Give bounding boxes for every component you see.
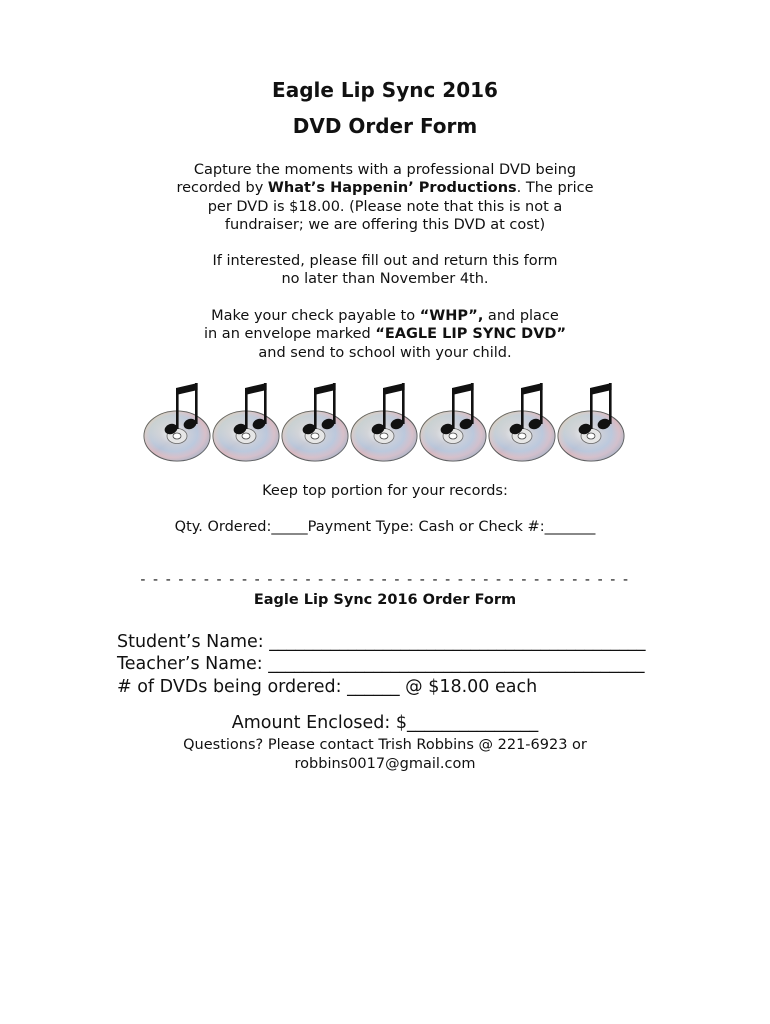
qty-payment-line: Qty. Ordered:_____Payment Type: Cash or Check #:_______ bbox=[174, 519, 596, 535]
intro-paragraph bbox=[0, 161, 770, 234]
deadline-paragraph bbox=[0, 252, 770, 289]
music-note-disc-icon bbox=[419, 380, 488, 464]
payment-text: Make your check payable to bbox=[211, 308, 420, 324]
music-note-disc-icon bbox=[557, 380, 626, 464]
company-name: What’s Happenin’ Productions bbox=[267, 180, 517, 197]
order-form-title: Eagle Lip Sync 2016 Order Form bbox=[253, 592, 517, 608]
page-title: Eagle Lip Sync 2016 bbox=[272, 78, 498, 102]
contact-info bbox=[0, 736, 770, 773]
intro-line: Capture the moments with a professional DVD being bbox=[193, 162, 577, 178]
deadline-line: no later than November 4th. bbox=[281, 271, 489, 288]
intro-line: per DVD is $18.00. (Please note that this is not a bbox=[207, 198, 563, 215]
teacher-name-field: Teacher’s Name: ___________________________________________ bbox=[117, 654, 645, 675]
deadline-line: If interested, please fill out and return this form bbox=[212, 253, 558, 269]
order-fields bbox=[117, 631, 645, 698]
amount-enclosed-field: Amount Enclosed: $_______________ bbox=[231, 713, 539, 733]
payment-line bbox=[0, 325, 770, 343]
payee-name: “WHP”, bbox=[419, 308, 484, 324]
cut-line: - - - - - - - - - - - - - - - - - - - - - - - - - - - - - - - - - - - - - - - bbox=[140, 572, 630, 588]
music-note-disc-icon bbox=[143, 380, 212, 464]
music-note-disc-icon bbox=[281, 380, 350, 464]
envelope-label: “EAGLE LIP SYNC DVD” bbox=[375, 326, 566, 343]
payment-line bbox=[0, 307, 770, 325]
payment-text: in an envelope marked bbox=[203, 326, 376, 343]
music-note-disc-icon bbox=[350, 380, 419, 464]
dvd-count-field: # of DVDs being ordered: ______ @ $18.00 each bbox=[117, 676, 538, 697]
music-disc-row bbox=[143, 380, 628, 464]
intro-text: . The price bbox=[516, 180, 594, 197]
page-subtitle: DVD Order Form bbox=[292, 114, 478, 138]
payment-line: and send to school with your child. bbox=[258, 344, 512, 361]
student-name-field: Student’s Name: ___________________________________________ bbox=[117, 632, 646, 652]
contact-email: robbins0017@gmail.com bbox=[294, 755, 476, 772]
intro-text: recorded by bbox=[176, 180, 268, 197]
payment-paragraph bbox=[0, 307, 770, 362]
music-note-disc-icon bbox=[488, 380, 557, 464]
intro-line: fundraiser; we are offering this DVD at cost) bbox=[224, 216, 546, 233]
contact-line: Questions? Please contact Trish Robbins @ 221-6923 or bbox=[183, 737, 587, 753]
payment-text: and place bbox=[483, 308, 559, 324]
music-note-disc-icon bbox=[212, 380, 281, 464]
intro-line bbox=[0, 179, 770, 197]
keep-records-text: Keep top portion for your records: bbox=[262, 483, 508, 499]
